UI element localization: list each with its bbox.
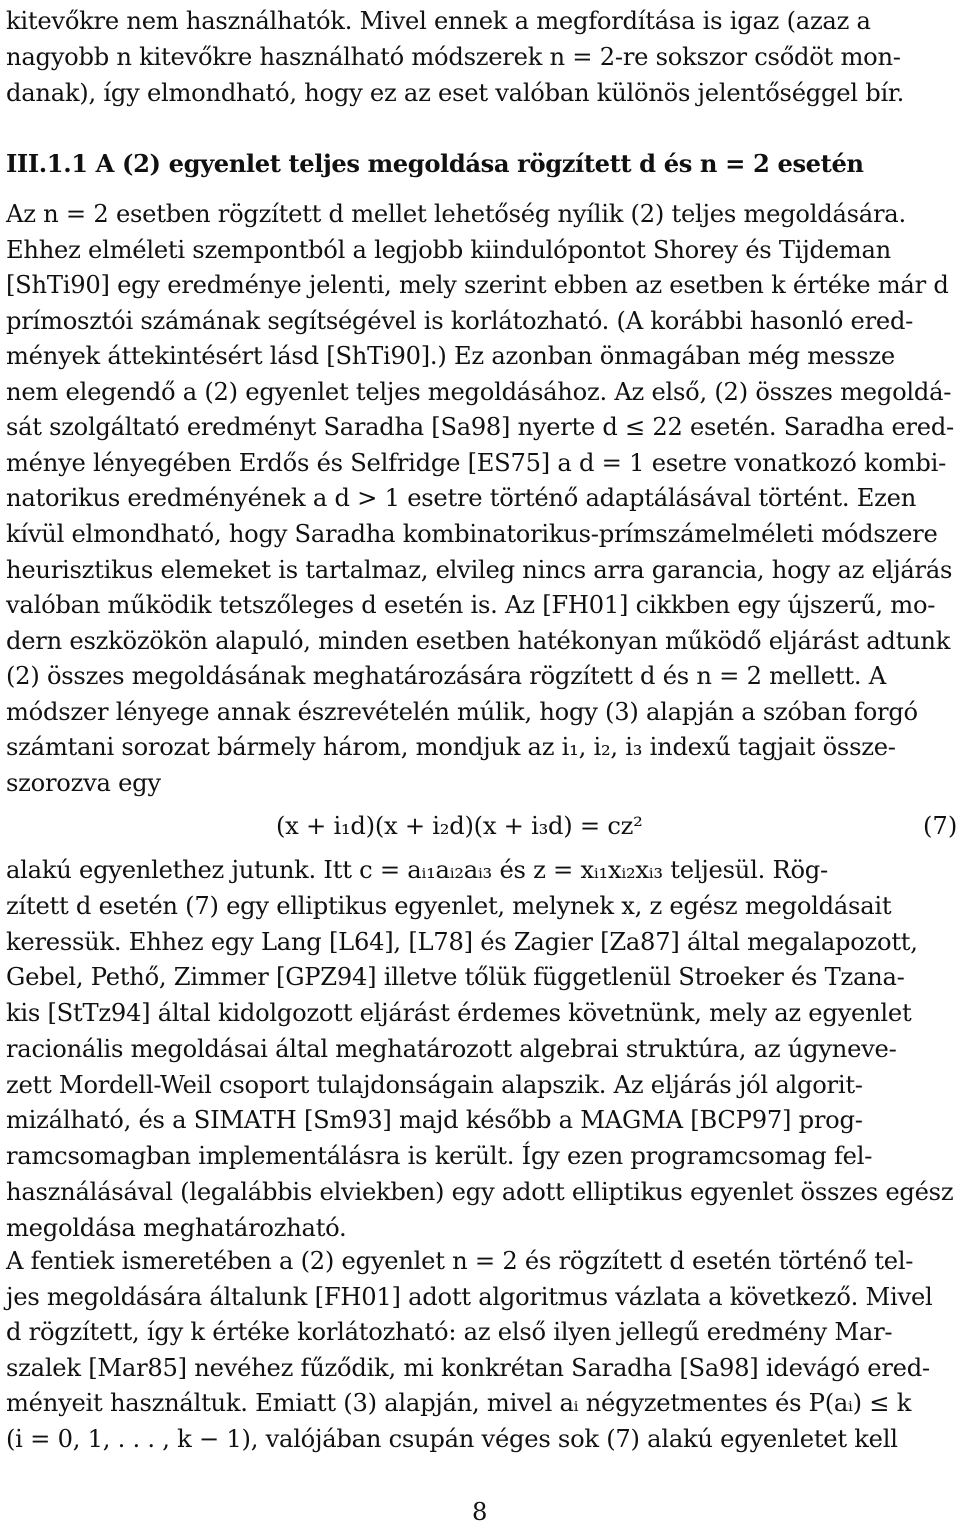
paragraph-3-line: szalek [Mar85] nevéhez fűződik, mi konkrétan Saradha [Sa98] idevágó ered-	[6, 1353, 930, 1382]
equation-7: (x + i₁d)(x + i₂d)(x + i₃d) = cz²	[276, 812, 643, 840]
paragraph-3-line: ményeit használtuk. Emiatt (3) alapján, mivel aᵢ négyzetmentes és P(aᵢ) ≤ k	[6, 1389, 912, 1418]
section-heading: III.1.1 A (2) egyenlet teljes megoldása rögzített d és n = 2 esetén	[6, 149, 864, 178]
paragraph-1-line: kívül elmondható, hogy Saradha kombinatorikus-prímszámelméleti módszere	[6, 519, 938, 548]
paragraph-2-line: Gebel, Pethő, Zimmer [GPZ94] illetve tőlük függetlenül Stroeker és Tzana-	[6, 963, 905, 992]
paragraph-1-line: sát szolgáltató eredményt Saradha [Sa98] nyerte d ≤ 22 esetén. Saradha ered-	[6, 413, 954, 442]
paragraph-2-line: használásával (legalábbis elviekben) egy adott elliptikus egyenlet összes egész	[6, 1177, 954, 1206]
paragraph-1-line: [ShTi90] egy eredménye jelenti, mely szerint ebben az esetben k értéke már d	[6, 271, 949, 300]
paragraph-2-line: keressük. Ehhez egy Lang [L64], [L78] és Zagier [Za87] által megalapozott,	[6, 927, 918, 956]
paragraph-2-line: ramcsomagban implementálásra is került. Így ezen programcsomag fel-	[6, 1142, 873, 1170]
equation-number: (7)	[923, 812, 958, 840]
paragraph-1-line: mények áttekintésért lásd [ShTi90].) Ez azonban önmagában még messze	[6, 342, 895, 371]
document-page	[6, 0, 958, 1526]
paragraph-3-line: (i = 0, 1, . . . , k − 1), valójában csupán véges sok (7) alakú egyenletet kell	[6, 1424, 898, 1453]
paragraph-1-line: valóban működik tetszőleges d esetén is. Az [FH01] cikkben egy újszerű, mo-	[6, 591, 936, 620]
paragraph-1-line: nem elegendő a (2) egyenlet teljes megoldásához. Az első, (2) összes megoldá-	[6, 377, 952, 406]
intro-line: kitevőkre nem használhatók. Mivel ennek a megfordítása is igaz (azaz a	[6, 7, 871, 35]
paragraph-3-line: d rögzített, így k értéke korlátozható: az első ilyen jellegű eredmény Mar-	[6, 1318, 893, 1347]
intro-line: nagyobb n kitevőkre használható módszerek n = 2-re sokszor csődöt mon-	[6, 43, 901, 72]
paragraph-2-line: zített d esetén (7) egy elliptikus egyenlet, melynek x, z egész megoldásait	[6, 891, 892, 920]
paragraph-2-line: mizálható, és a SIMATH [Sm93] majd később a MAGMA [BCP97] prog-	[6, 1106, 863, 1135]
paragraph-2-line: alakú egyenlethez jutunk. Itt c = aᵢ₁aᵢ₂aᵢ₃ és z = xᵢ₁xᵢ₂xᵢ₃ teljesül. Rög-	[6, 856, 828, 884]
paragraph-1-line: számtani sorozat bármely három, mondjuk az i₁, i₂, i₃ indexű tagjait össze-	[6, 733, 896, 762]
paragraph-1-line: heurisztikus elemeket is tartalmaz, elvileg nincs arra garancia, hogy az eljárás	[6, 555, 953, 584]
paragraph-2-line: megoldása meghatározható.	[6, 1213, 347, 1242]
paragraph-1-line: prímosztói számának segítségével is korlátozható. (A korábbi hasonló ered-	[6, 306, 914, 335]
paragraph-1-line: (2) összes megoldásának meghatározására rögzített d és n = 2 mellett. A	[6, 662, 886, 691]
intro-line: danak), így elmondható, hogy ez az eset valóban különös jelentőséggel bír.	[6, 79, 905, 108]
paragraph-3-line: jes megoldására általunk [FH01] adott algoritmus vázlata a következő. Mivel	[6, 1282, 933, 1311]
paragraph-2-line: kis [StTz94] által kidolgozott eljárást érdemes követnünk, mely az egyenlet	[6, 999, 912, 1027]
paragraph-1-line: dern eszközökön alapuló, minden esetben hatékonyan működő eljárást adtunk	[6, 626, 951, 655]
paragraph-3-line: A fentiek ismeretében a (2) egyenlet n = 2 és rögzített d esetén történő tel-	[6, 1247, 914, 1275]
paragraph-1-line: szorozva egy	[6, 768, 161, 797]
paragraph-1-line: Az n = 2 esetben rögzített d mellet lehetőség nyílik (2) teljes megoldására.	[6, 200, 906, 228]
paragraph-2-line: racionális megoldásai által meghatározott algebrai struktúra, az úgyneve-	[6, 1034, 897, 1063]
paragraph-1-line: Ehhez elméleti szempontból a legjobb kiindulópontot Shorey és Tijdeman	[6, 235, 891, 264]
paragraph-1-line: ménye lényegében Erdős és Selfridge [ES75] a d = 1 esetre vonatkozó kombi-	[6, 448, 946, 477]
paragraph-2-line: zett Mordell-Weil csoport tulajdonságain alapszik. Az eljárás jól algorit-	[6, 1070, 863, 1099]
paragraph-1-line: módszer lényege annak észrevételén múlik, hogy (3) alapján a szóban forgó	[6, 697, 918, 726]
paragraph-1-line: natorikus eredményének a d > 1 esetre történő adaptálásával történt. Ezen	[6, 484, 917, 513]
page-number: 8	[472, 1498, 488, 1526]
